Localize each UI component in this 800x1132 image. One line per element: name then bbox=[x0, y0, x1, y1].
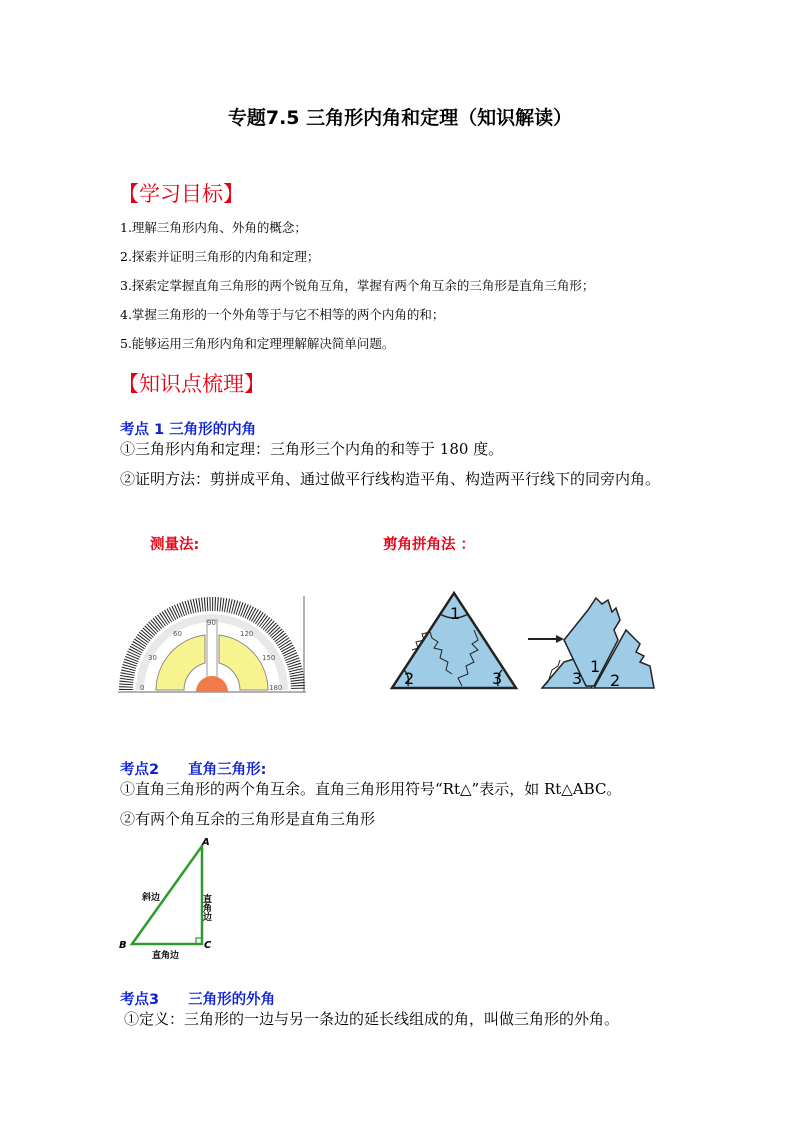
section-heading-points: 【知识点梳理】 bbox=[118, 372, 265, 396]
angle-label: 3 bbox=[572, 669, 583, 688]
tick-label: 60 bbox=[173, 630, 182, 638]
hypotenuse-label: 斜边 bbox=[142, 893, 161, 903]
angle-label: 1 bbox=[450, 604, 461, 623]
kp3-line1: ①定义：三角形的一边与另一条边的延长线组成的角，叫做三角形的外角。 bbox=[124, 1010, 620, 1028]
vertex-a-label: A bbox=[202, 837, 210, 848]
vertex-b-label: B bbox=[119, 940, 127, 951]
protractor-center bbox=[196, 676, 228, 692]
section-heading-goals: 【学习目标】 bbox=[118, 182, 244, 206]
tick-label: 120 bbox=[240, 630, 254, 638]
angle-label: 2 bbox=[404, 669, 415, 688]
tick-label: 180 bbox=[269, 684, 283, 692]
goal-item: 2.探索并证明三角形的内角和定理； bbox=[120, 249, 320, 264]
leg-vertical-label: 直角边 bbox=[201, 894, 211, 921]
kp1-heading: 考点 1 三角形的内角 bbox=[120, 422, 257, 438]
kp2-heading: 考点2 直角三角形: bbox=[120, 762, 267, 778]
tick-label: 30 bbox=[148, 654, 157, 662]
label-measure: 测量法: bbox=[150, 537, 200, 553]
protractor-yellow-right bbox=[219, 635, 268, 690]
tick-label: 90 bbox=[207, 619, 216, 627]
right-triangle-figure bbox=[116, 836, 226, 964]
goal-item: 1.理解三角形内角、外角的概念； bbox=[120, 220, 307, 235]
leg-horizontal-label: 直角边 bbox=[152, 951, 180, 961]
kp1-line2: ②证明方法：剪拼成平角、通过做平行线构造平角、构造两平行线下的同旁内角。 bbox=[120, 470, 661, 488]
protractor-yellow-left bbox=[156, 635, 205, 690]
goal-item: 5.能够运用三角形内角和定理理解解决简单问题。 bbox=[120, 336, 395, 351]
angle-label: 2 bbox=[610, 671, 621, 690]
label-cut: 剪角拼角法 ： bbox=[383, 537, 476, 553]
angle-label: 1 bbox=[590, 657, 601, 676]
kp2-line1: ①直角三角形的两个角互余。直角三角形用符号“Rt△”表示，如 Rt△ABC。 bbox=[120, 780, 622, 798]
vertex-c-label: C bbox=[204, 940, 212, 951]
kp3-heading: 考点3 三角形的外角 bbox=[120, 992, 276, 1008]
goal-item: 4.掌握三角形的一个外角等于与它不相等的两个内角的和； bbox=[120, 307, 445, 322]
protractor-figure bbox=[118, 590, 308, 696]
triangle-cut-figure bbox=[388, 590, 668, 695]
tick-label: 150 bbox=[262, 654, 276, 662]
page-title: 专题7.5 三角形内角和定理（知识解读） bbox=[227, 107, 573, 129]
kp2-line2: ②有两个角互余的三角形是直角三角形 bbox=[120, 810, 376, 828]
tick-label: 0 bbox=[140, 684, 145, 692]
goal-item: 3.探索定掌握直角三角形的两个锐角互角，掌握有两个角互余的三角形是直角三角形； bbox=[120, 278, 595, 293]
angle-label: 3 bbox=[492, 669, 503, 688]
arrow-head bbox=[556, 635, 564, 643]
kp1-line1: ①三角形内角和定理：三角形三个内角的和等于 180 度。 bbox=[120, 440, 504, 458]
